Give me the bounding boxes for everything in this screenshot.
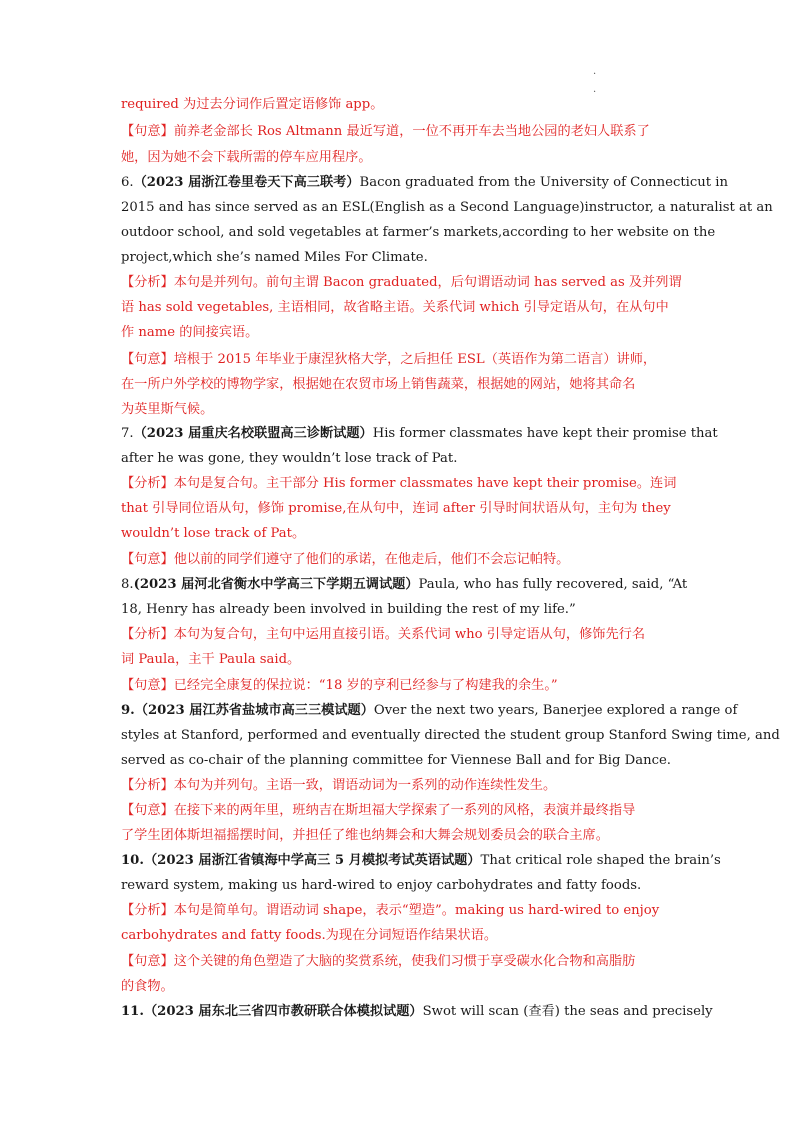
item-source: （2023 届东北三省四市教研联合体模拟试题） xyxy=(143,1004,423,1019)
analysis-line: 词 Paula，主干 Paula said。 xyxy=(121,652,301,667)
corner-mark: . xyxy=(593,66,597,77)
item-11-sentence xyxy=(121,1004,713,1020)
item-source: （2023 届重庆名校联盟高三诊断试题） xyxy=(133,426,373,441)
item-number: 6. xyxy=(121,175,134,190)
sentence-line: after he was gone, they wouldn’t lose track of Pat. xyxy=(121,451,458,466)
meaning-line: 【句意】培根于 2015 年毕业于康涅狄格大学，之后担任 ESL（英语作为第二语言）讲师， xyxy=(121,352,657,367)
item-7-sentence xyxy=(121,426,718,442)
meaning-line: 的食物。 xyxy=(121,979,174,994)
sentence-line: served as co-chair of the planning committee for Viennese Ball and for Big Dance. xyxy=(121,753,671,768)
sentence-line: 2015 and has since served as an ESL(English as a Second Language)instructor, a naturalist at an xyxy=(121,200,773,215)
item-text: Swot will scan (查看) the seas and precisely xyxy=(422,1004,713,1019)
corner-mark: . xyxy=(593,84,597,95)
sentence-line: reward system, making us hard-wired to enjoy carbohydrates and fatty foods. xyxy=(121,878,642,893)
item-6-sentence xyxy=(121,175,728,191)
item-source: (2023 届河北省衡水中学高三下学期五调试题） xyxy=(133,577,419,592)
sentence-line: outdoor school, and sold vegetables at farmer’s markets,according to her website on the xyxy=(121,225,716,240)
analysis-line: required 为过去分词作后置定语修饰 app。 xyxy=(121,97,384,112)
meaning-line: 【句意】已经完全康复的保拉说：“18 岁的亨利已经参与了构建我的余生。” xyxy=(121,678,558,693)
item-source: （2023 届浙江省镇海中学高三 5 月模拟考试英语试题） xyxy=(143,853,481,868)
analysis-line: 【分析】本句为并列句。主语一致，谓语动词为一系列的动作连续性发生。 xyxy=(121,778,557,793)
analysis-line: 作 name 的间接宾语。 xyxy=(121,325,259,340)
analysis-line: 语 has sold vegetables, 主语相同，故省略主语。关系代词 which 引导定语从句，在从句中 xyxy=(121,300,669,315)
item-number: 7. xyxy=(121,426,134,441)
item-9-sentence xyxy=(121,703,738,719)
meaning-line: 为英里斯气候。 xyxy=(121,402,214,417)
item-text: That critical role shaped the brain’s xyxy=(480,853,721,868)
analysis-line: wouldn’t lose track of Pat。 xyxy=(121,526,306,541)
item-source: （2023 届浙江卷里卷天下高三联考） xyxy=(133,175,360,190)
meaning-line: 【句意】在接下来的两年里，班纳吉在斯坦福大学探索了一系列的风格，表演并最终指导 xyxy=(121,803,636,818)
sentence-line: styles at Stanford, performed and eventually directed the student group Stanford Swing time, and xyxy=(121,728,780,743)
sentence-line: 18, Henry has already been involved in building the rest of my life.” xyxy=(121,602,576,617)
analysis-line: carbohydrates and fatty foods.为现在分词短语作结果状语。 xyxy=(121,928,498,943)
item-number: 9. xyxy=(121,703,135,718)
analysis-line: 【分析】本句是并列句。前句主谓 Bacon graduated，后句谓语动词 has served as 及并列谓 xyxy=(121,275,682,290)
meaning-line: 她，因为她不会下载所需的停车应用程序。 xyxy=(121,150,372,165)
item-number: 11. xyxy=(121,1004,144,1019)
item-number: 8. xyxy=(121,577,134,592)
analysis-line: 【分析】本句是简单句。谓语动词 shape，表示“塑造”。making us hard-wired to enjoy xyxy=(121,903,660,918)
item-10-sentence xyxy=(121,853,721,869)
meaning-line: 了学生团体斯坦福摇摆时间，并担任了维也纳舞会和大舞会规划委员会的联合主席。 xyxy=(121,828,609,843)
item-text: Bacon graduated from the University of Connecticut in xyxy=(359,175,728,190)
item-text: Paula, who has fully recovered, said, “At xyxy=(418,577,688,592)
meaning-line: 【句意】他以前的同学们遵守了他们的承诺，在他走后，他们不会忘记帕特。 xyxy=(121,552,570,567)
meaning-line: 【句意】这个关键的角色塑造了大脑的奖赏系统，使我们习惯于享受碳水化合物和高脂肪 xyxy=(121,954,636,969)
item-8-sentence xyxy=(121,577,686,593)
meaning-line: 【句意】前养老金部长 Ros Altmann 最近写道，一位不再开车去当地公园的老妇人联系了 xyxy=(121,124,650,139)
analysis-line: that 引导同位语从句，修饰 promise,在从句中，连词 after 引导时间状语从句，主句为 they xyxy=(121,501,671,516)
meaning-line: 在一所户外学校的博物学家，根据她在农贸市场上销售蔬菜，根据她的网站，她将其命名 xyxy=(121,377,636,392)
item-text: His former classmates have kept their promise that xyxy=(372,426,718,441)
analysis-line: 【分析】本句为复合句，主句中运用直接引语。关系代词 who 引导定语从句，修饰先行名 xyxy=(121,627,646,642)
sentence-line: project,which she’s named Miles For Climate. xyxy=(121,250,428,265)
item-source: （2023 届江苏省盐城市高三三模试题） xyxy=(134,703,374,718)
item-number: 10. xyxy=(121,853,144,868)
item-text: Over the next two years, Banerjee explored a range of xyxy=(373,703,738,718)
analysis-line: 【分析】本句是复合句。主干部分 His former classmates have kept their promise。连词 xyxy=(121,476,677,491)
